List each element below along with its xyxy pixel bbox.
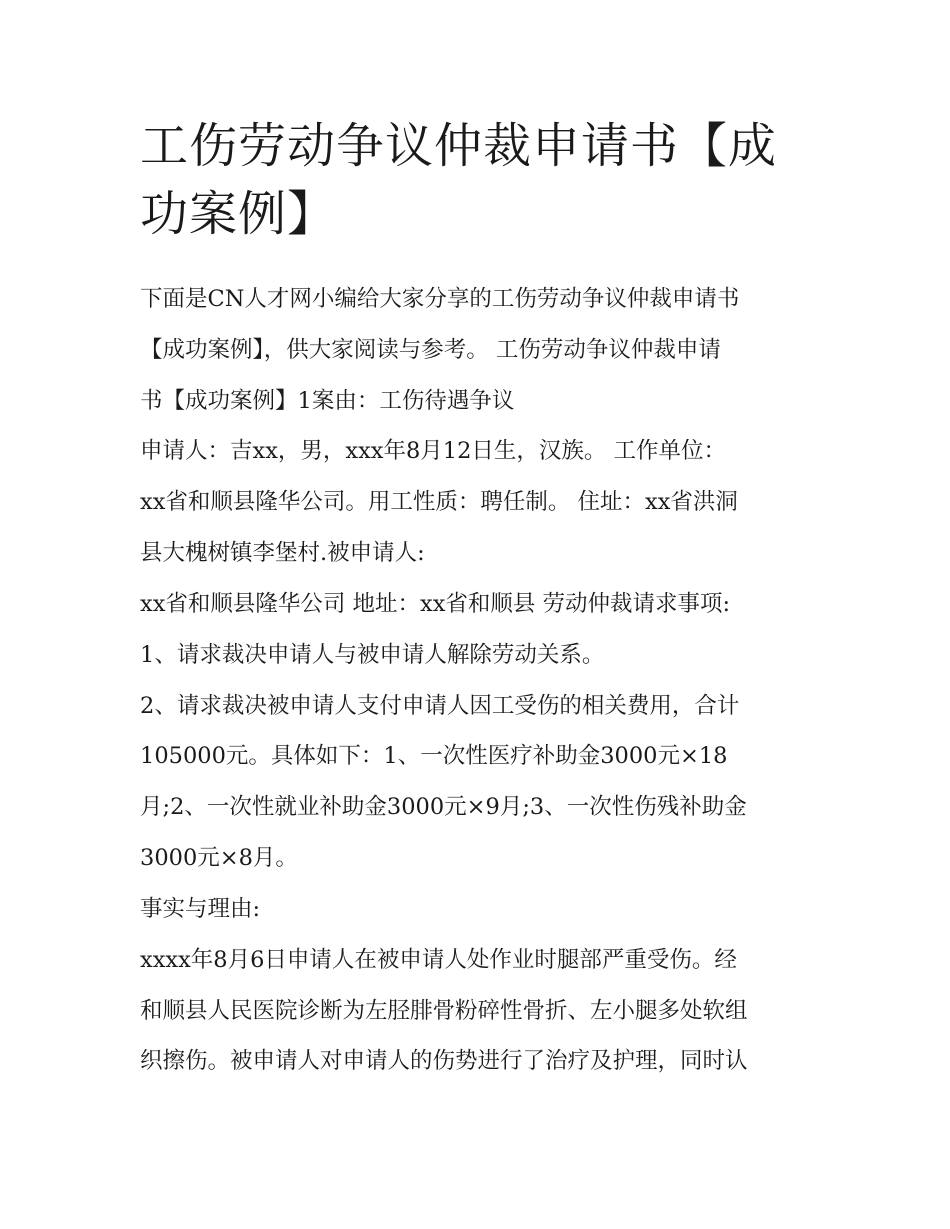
- body-line-4: 申请人：吉xx，男，xxx年8月12日生，汉族。 工作单位：: [140, 438, 727, 464]
- body-line-6: 县大槐树镇李堡村.被申请人:: [140, 540, 425, 566]
- body-line-16: 织擦伤。被申请人对申请人的伤势进行了治疗及护理，同时认: [140, 1048, 748, 1074]
- body-line-7: xx省和顺县隆华公司 地址：xx省和顺县 劳动仲裁请求事项:: [140, 591, 731, 617]
- body-line-2: 【成功案例】，供大家阅读与参考。 工伤劳动争议仲裁申请: [140, 337, 721, 363]
- body-line-9: 2、请求裁决被申请人支付申请人因工受伤的相关费用，合计: [140, 693, 740, 719]
- body-line-15: 和顺县人民医院诊断为左胫腓骨粉碎性骨折、左小腿多处软组: [140, 998, 748, 1024]
- document-title: 工伤劳动争议仲裁申请书【成功案例】: [140, 118, 778, 242]
- body-line-14: xxxx年8月6日申请人在被申请人处作业时腿部严重受伤。经: [140, 947, 737, 973]
- body-line-1: 下面是CN人才网小编给大家分享的工伤劳动争议仲裁申请书: [140, 286, 740, 312]
- body-line-5: xx省和顺县隆华公司。用工性质：聘任制。 住址：xx省洪洞: [140, 489, 738, 515]
- body-line-11: 月;2、一次性就业补助金3000元×9月;3、一次性伤残补助金: [140, 794, 747, 820]
- body-line-12: 3000元×8月。: [140, 845, 298, 871]
- body-line-13: 事实与理由:: [140, 896, 261, 922]
- body-line-8: 1、请求裁决申请人与被申请人解除劳动关系。: [140, 642, 605, 668]
- body-line-10: 105000元。具体如下：1、一次性医疗补助金3000元×18: [140, 743, 728, 769]
- body-line-3: 书【成功案例】1案由：工伤待遇争议: [140, 388, 515, 414]
